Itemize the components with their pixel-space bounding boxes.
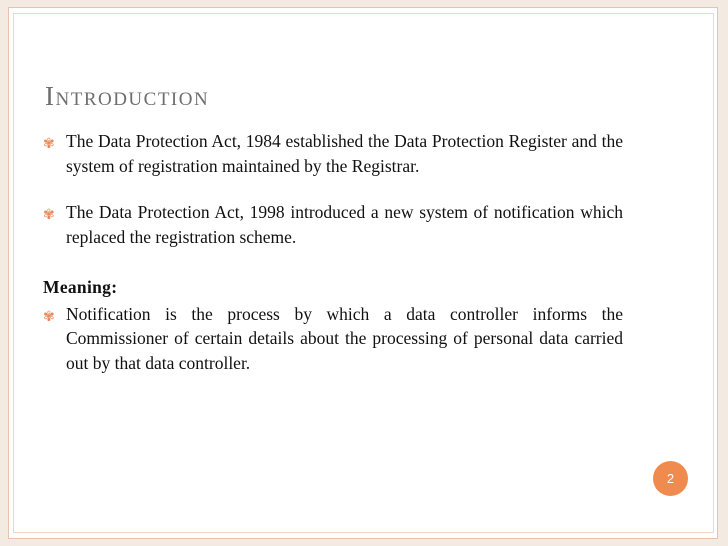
- bullet-text: The Data Protection Act, 1984 established the Data Protection Register and the system of registration maintained by the Registrar.: [66, 131, 623, 176]
- bullet-text: The Data Protection Act, 1998 introduced a new system of notification which replaced the registration scheme.: [66, 202, 623, 247]
- bullet-item: [43, 302, 623, 376]
- meaning-heading: Meaning:: [43, 277, 118, 297]
- fleuron-bullet-icon: ✾: [43, 207, 55, 223]
- slide-content: [43, 129, 623, 375]
- fleuron-bullet-icon: ✾: [43, 308, 55, 325]
- spacer: [43, 178, 623, 200]
- slide-title: Introduction: [45, 81, 210, 111]
- bullet-item: [43, 200, 623, 249]
- bullet-item: [43, 129, 623, 178]
- page-number-badge: 2: [653, 461, 688, 496]
- bullet-text: Notification is the process by which a data controller informs the Commissioner of certain details about the processing of personal data carried out by that data controller.: [66, 303, 623, 373]
- fleuron-bullet-icon: ✾: [43, 136, 55, 152]
- spacer: [43, 249, 623, 275]
